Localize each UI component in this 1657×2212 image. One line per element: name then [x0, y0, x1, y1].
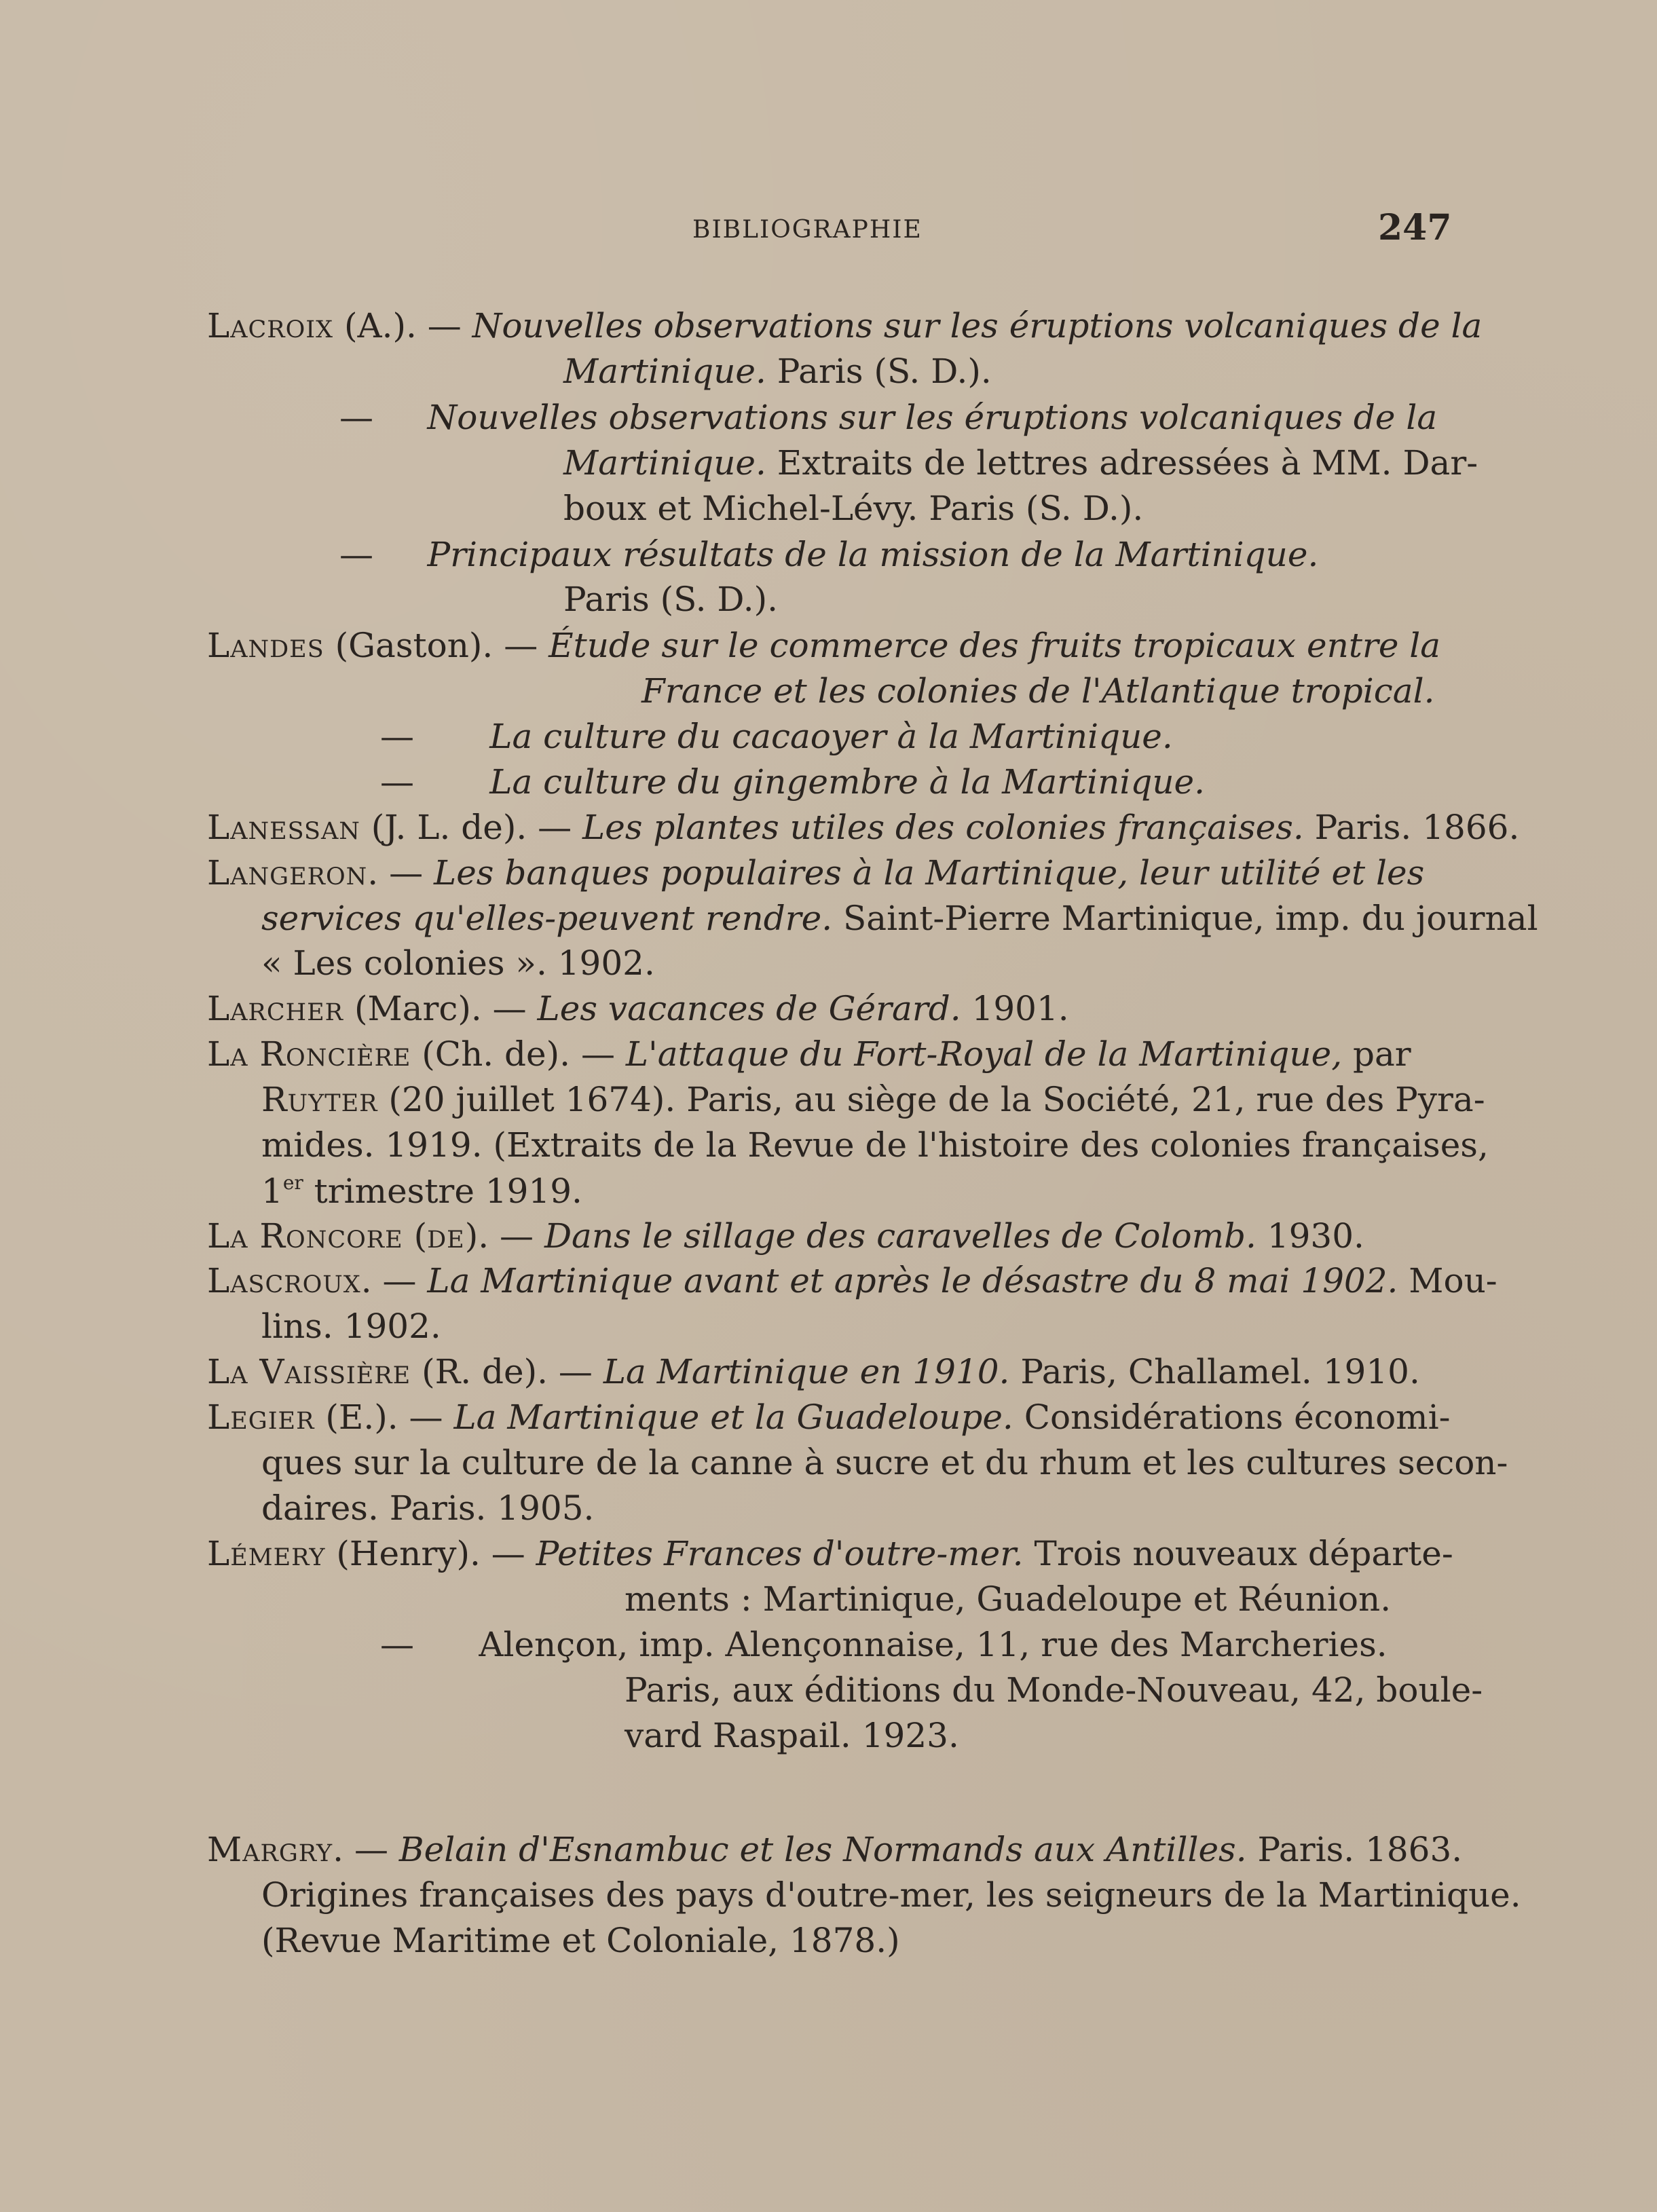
- entry-lavaissiere-line-1: La Vaissière (R. de). — La Martinique en 1910. Paris, Challamel. 1910.: [207, 1352, 1420, 1391]
- entry-laronciere-line-3: mides. 1919. (Extraits de la Revue de l'histoire des colonies françaises,: [261, 1125, 1489, 1165]
- entry-lacroix-line-3: — Nouvelles observations sur les éruptions volcaniques de la: [339, 398, 1438, 437]
- entry-margry-line-3: (Revue Maritime et Coloniale, 1878.): [261, 1921, 900, 1960]
- entry-laronciere-line-2: Ruyter (20 juillet 1674). Paris, au siège de la Société, 21, rue des Pyra-: [261, 1080, 1485, 1119]
- entry-lascroux-line-1: Lascroux. — La Martinique avant et après le désastre du 8 mai 1902. Mou-: [207, 1261, 1497, 1300]
- entry-landes-line-4: — La culture du gingembre à la Martinique.: [380, 762, 1206, 802]
- entry-lacroix-line-7: Paris (S. D.).: [563, 580, 779, 619]
- entry-laronciere-line-1: La Roncière (Ch. de). — L'attaque du Fort-Royal de la Martinique, par: [207, 1034, 1411, 1074]
- entry-legier-line-2: ques sur la culture de la canne à sucre et du rhum et les cultures secon-: [261, 1443, 1508, 1482]
- entry-lemery-line-4: Paris, aux éditions du Monde-Nouveau, 42, boule-: [625, 1670, 1483, 1710]
- entry-lemery-line-5: vard Raspail. 1923.: [625, 1716, 959, 1755]
- entry-landes-line-1: Landes (Gaston). — Étude sur le commerce des fruits tropicaux entre la: [207, 626, 1441, 665]
- entry-lacroix-line-2: Martinique. Paris (S. D.).: [563, 352, 992, 391]
- entry-laroncore-line-1: La Roncore (de). — Dans le sillage des caravelles de Colomb. 1930.: [207, 1216, 1364, 1256]
- page-number: 247: [1378, 207, 1452, 248]
- entry-margry-line-2: Origines françaises des pays d'outre-mer, les seigneurs de la Martinique.: [261, 1875, 1521, 1915]
- entry-langeron-line-1: Langeron. — Les banques populaires à la Martinique, leur utilité et les: [207, 853, 1425, 893]
- entry-margry-line-1: Margry. — Belain d'Esnambuc et les Normands aux Antilles. Paris. 1863.: [207, 1830, 1463, 1869]
- entry-lacroix-line-1: Lacroix (A.). — Nouvelles observations sur les éruptions volcaniques de la: [207, 306, 1483, 345]
- entry-landes-line-3: — La culture du cacaoyer à la Martinique.: [380, 717, 1173, 756]
- entry-lacroix-line-6: — Principaux résultats de la mission de la Martinique.: [339, 535, 1319, 574]
- entry-landes-line-2: France et les colonies de l'Atlantique tropical.: [641, 671, 1435, 711]
- entry-lascroux-line-2: lins. 1902.: [261, 1307, 441, 1346]
- entry-lacroix-line-4: Martinique. Extraits de lettres adressées à MM. Dar-: [563, 443, 1478, 483]
- entry-lemery-line-3: — Alençon, imp. Alençonnaise, 11, rue des Marcheries.: [380, 1625, 1388, 1664]
- entry-laronciere-line-4: 1er trimestre 1919.: [261, 1171, 582, 1211]
- entry-lanessan-line-1: Lanessan (J. L. de). — Les plantes utiles des colonies françaises. Paris. 1866.: [207, 808, 1520, 847]
- entry-legier-line-1: Legier (E.). — La Martinique et la Guadeloupe. Considérations économi-: [207, 1398, 1451, 1437]
- entry-langeron-line-3: « Les colonies ». 1902.: [261, 943, 655, 983]
- entry-larcher-line-1: Larcher (Marc). — Les vacances de Gérard. 1901.: [207, 989, 1069, 1028]
- entry-legier-line-3: daires. Paris. 1905.: [261, 1488, 595, 1528]
- entry-lemery-line-2: ments : Martinique, Guadeloupe et Réunion.: [625, 1579, 1392, 1619]
- entry-langeron-line-2: services qu'elles-peuvent rendre. Saint-Pierre Martinique, imp. du journal: [261, 899, 1538, 938]
- entry-lacroix-line-5: boux et Michel-Lévy. Paris (S. D.).: [563, 489, 1144, 528]
- running-head: BIBLIOGRAPHIE: [692, 216, 923, 244]
- entry-lemery-line-1: Lémery (Henry). — Petites Frances d'outre-mer. Trois nouveaux départe-: [207, 1534, 1453, 1573]
